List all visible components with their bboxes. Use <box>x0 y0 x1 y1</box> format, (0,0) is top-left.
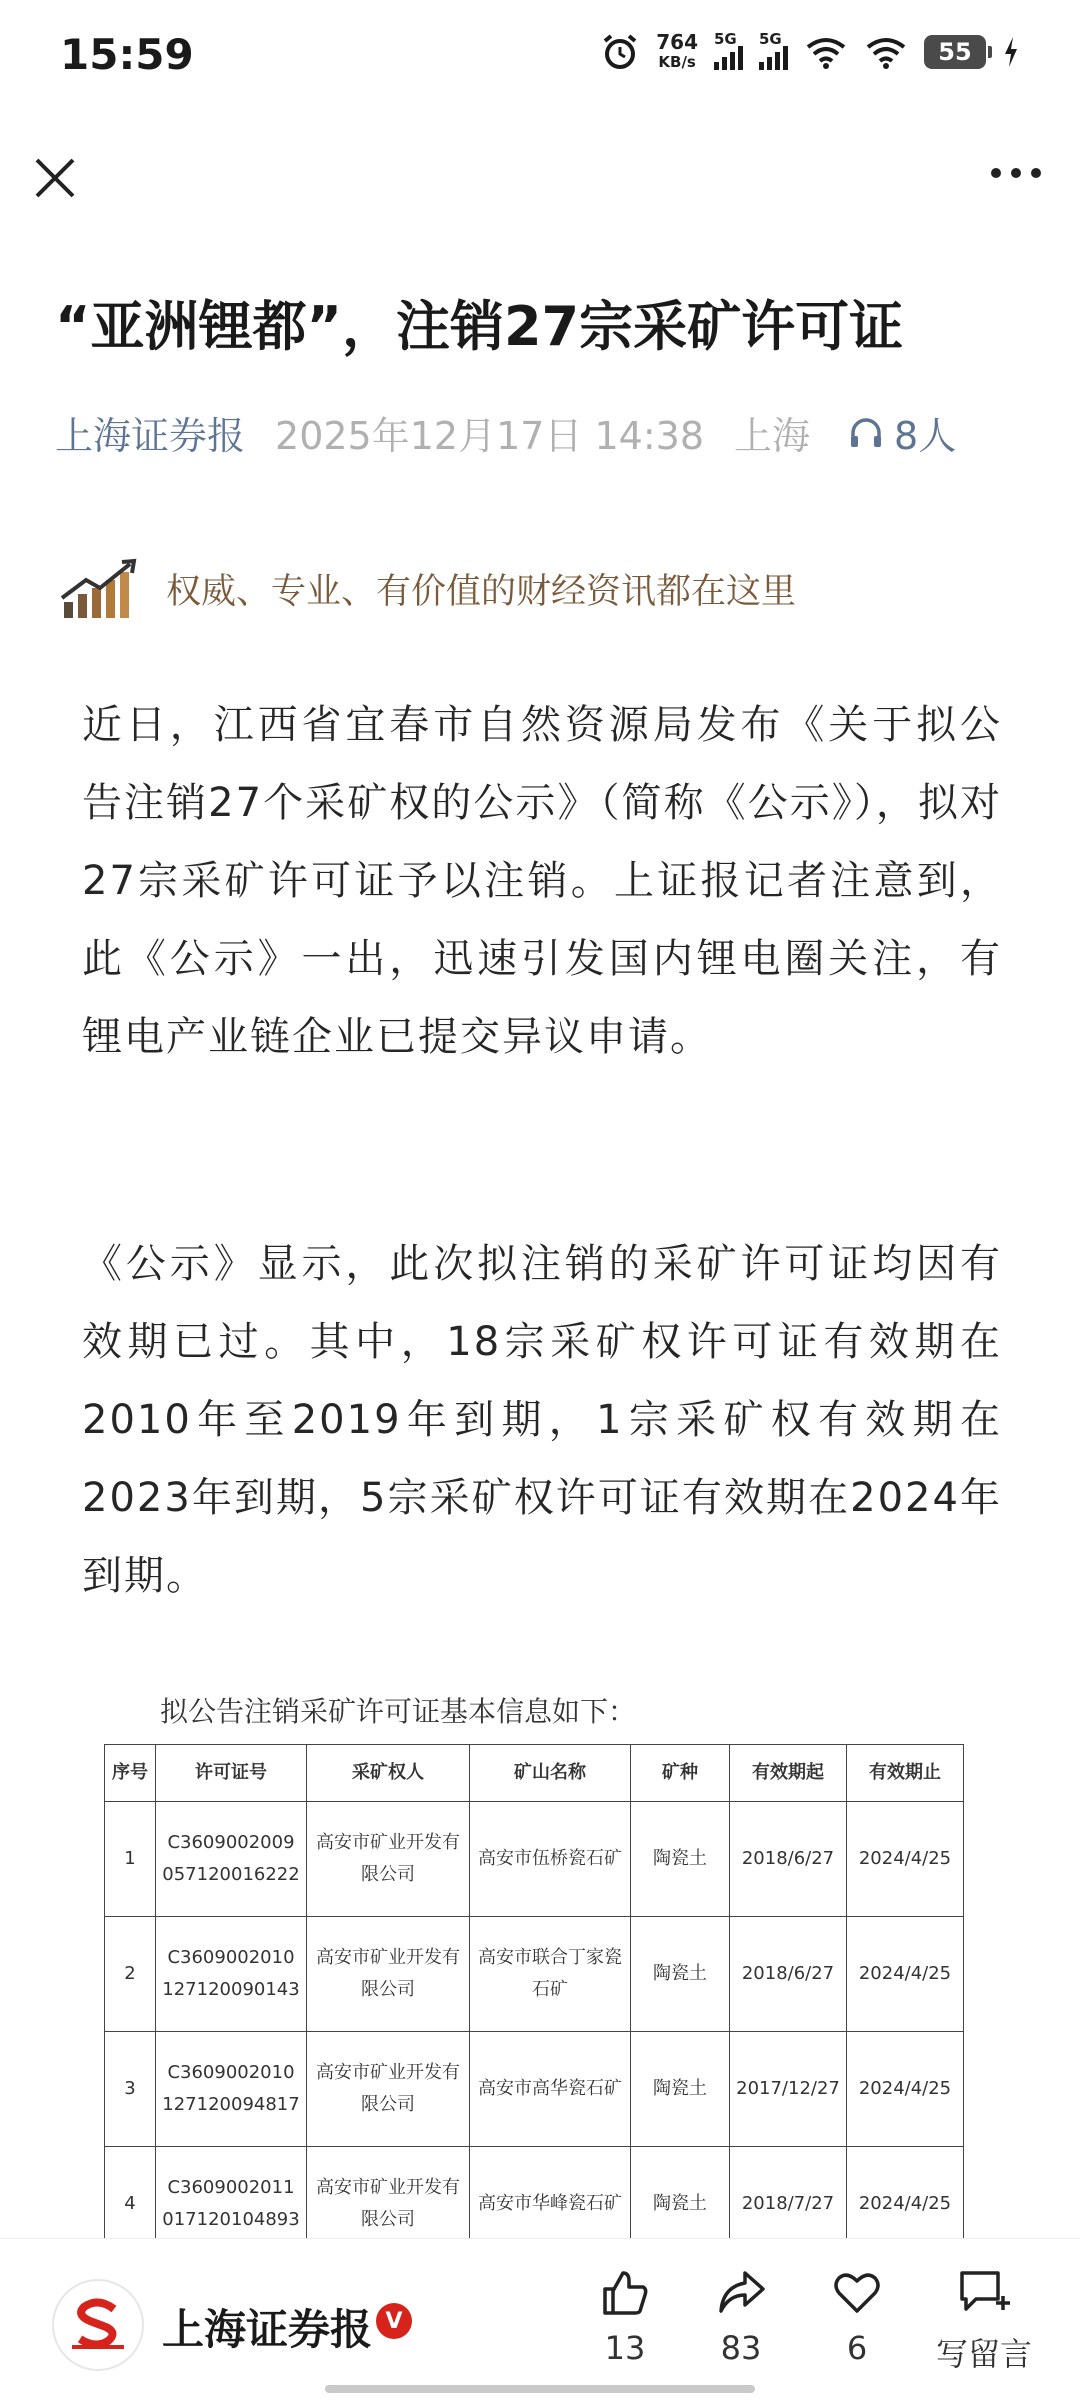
brand-name[interactable]: 上海证券报 <box>162 2305 373 2354</box>
article-meta <box>55 405 956 460</box>
like-count: 13 <box>604 2329 646 2367</box>
thumbs-up-icon <box>599 2267 651 2319</box>
table-cell: 高安市矿业开发有限公司 <box>307 2032 470 2147</box>
status-bar <box>0 0 1080 115</box>
article-datetime: 2025年12月17日 14:38 <box>275 414 705 458</box>
growth-chart-logo-icon <box>60 558 142 620</box>
headphones-icon <box>848 415 884 451</box>
battery-level: 55 <box>938 38 972 66</box>
like-button[interactable] <box>570 2267 680 2367</box>
table-cell: 高安市矿业开发有限公司 <box>307 2147 470 2262</box>
table-row <box>105 1917 964 2032</box>
table-header: 许可证号 <box>156 1745 307 1802</box>
table-header: 采矿权人 <box>307 1745 470 1802</box>
table-cell: 陶瓷土 <box>631 1802 730 1917</box>
article-paragraph-2: 《公示》显示，此次拟注销的采矿许可证均因有效期已过。其中，18宗采矿权许可证有效期在2010年至2019年到期，1宗采矿权有效期在2023年到期，5宗采矿权许可证有效期在2024年到期。 <box>82 1241 1002 1599</box>
share-count: 83 <box>720 2329 762 2367</box>
wifi-icon <box>804 35 848 69</box>
sim1-label: 5G <box>714 30 737 48</box>
table-cell: C3609002010127120094817 <box>156 2032 307 2147</box>
table-cell: 陶瓷土 <box>631 2032 730 2147</box>
license-info-table <box>104 1744 964 2262</box>
table-cell: 高安市矿业开发有限公司 <box>307 1802 470 1917</box>
table-cell: 2017/12/27 <box>730 2032 847 2147</box>
signal-icon-sim2 <box>759 30 788 70</box>
article-location: 上海 <box>734 414 811 458</box>
table-header: 有效期止 <box>847 1745 964 1802</box>
table-cell: 高安市矿业开发有限公司 <box>307 1917 470 2032</box>
table-cell: C3609002011017120104893 <box>156 2147 307 2262</box>
table-cell: 2018/6/27 <box>730 1802 847 1917</box>
status-icons <box>600 32 1020 72</box>
signal-icon-sim1 <box>714 30 743 70</box>
table-cell: 2024/4/25 <box>847 2147 964 2262</box>
table-cell: 1 <box>105 1802 156 1917</box>
close-icon <box>32 155 78 201</box>
net-speed-value: 764 <box>656 30 698 54</box>
table-header: 矿山名称 <box>470 1745 631 1802</box>
home-indicator[interactable] <box>325 2385 755 2393</box>
brand-avatar[interactable] <box>52 2279 144 2371</box>
favorite-count: 6 <box>846 2329 868 2367</box>
table-header: 有效期起 <box>730 1745 847 1802</box>
table-cell: 2018/6/27 <box>730 1917 847 2032</box>
listen-button[interactable] <box>848 405 956 460</box>
charging-icon <box>1002 35 1020 69</box>
slogan-text: 权威、专业、有价值的财经资讯都在这里 <box>166 572 797 612</box>
article-source-link[interactable]: 上海证券报 <box>55 414 246 458</box>
bottom-action-bar <box>0 2238 1080 2401</box>
article-paragraph-1: 近日，江西省宜春市自然资源局发布《关于拟公告注销27个采矿权的公示》（简称《公示》），拟对27宗采矿许可证予以注销。上证报记者注意到，此《公示》一出，迅速引发国内锂电圈关注，有锂电产业链企业已提交异议申请。 <box>82 702 1002 1060</box>
favorite-button[interactable] <box>802 2267 912 2367</box>
listener-count: 8人 <box>894 414 957 458</box>
comment-add-icon <box>956 2267 1012 2319</box>
table-caption: 拟公告注销采矿许可证基本信息如下： <box>160 1695 637 1728</box>
article-title: “亚洲锂都”，注销27宗采矿许可证 <box>55 295 904 358</box>
net-speed-unit: KB/s <box>658 53 696 71</box>
table-cell: 陶瓷土 <box>631 1917 730 2032</box>
table-cell: 高安市高华瓷石矿 <box>470 2032 631 2147</box>
table-cell: 2018/7/27 <box>730 2147 847 2262</box>
table-header: 矿种 <box>631 1745 730 1802</box>
table-cell: 4 <box>105 2147 156 2262</box>
verified-badge: V <box>376 2303 412 2339</box>
table-row <box>105 1802 964 1917</box>
top-nav <box>0 145 1080 215</box>
heart-icon <box>831 2267 883 2319</box>
more-options-button[interactable] <box>988 147 1044 193</box>
table-cell: C3609002010127120090143 <box>156 1917 307 2032</box>
battery-icon <box>924 35 986 69</box>
share-arrow-icon <box>715 2267 767 2319</box>
table-cell: 高安市华峰瓷石矿 <box>470 2147 631 2262</box>
close-button[interactable] <box>30 155 80 205</box>
table-cell: 2024/4/25 <box>847 2032 964 2147</box>
brand-logo-icon <box>54 2281 142 2369</box>
alarm-icon <box>600 32 640 72</box>
comment-button[interactable] <box>914 2267 1054 2375</box>
table-cell: 2 <box>105 1917 156 2032</box>
table-cell: 陶瓷土 <box>631 2147 730 2262</box>
share-button[interactable] <box>686 2267 796 2367</box>
table-row <box>105 2032 964 2147</box>
table-cell: C3609002009057120016222 <box>156 1802 307 1917</box>
table-cell: 2024/4/25 <box>847 1917 964 2032</box>
table-cell: 高安市伍桥瓷石矿 <box>470 1802 631 1917</box>
table-cell: 2024/4/25 <box>847 1802 964 1917</box>
table-cell: 高安市联合丁家瓷石矿 <box>470 1917 631 2032</box>
table-header-row <box>105 1745 964 1802</box>
table-cell: 3 <box>105 2032 156 2147</box>
slogan-banner <box>60 558 796 620</box>
wifi-icon-2 <box>864 35 908 69</box>
table-header: 序号 <box>105 1745 156 1802</box>
network-speed <box>656 32 698 72</box>
status-time: 15:59 <box>60 30 194 79</box>
more-icon <box>988 163 1044 183</box>
comment-label: 写留言 <box>935 2335 1032 2373</box>
sim2-label: 5G <box>759 30 782 48</box>
